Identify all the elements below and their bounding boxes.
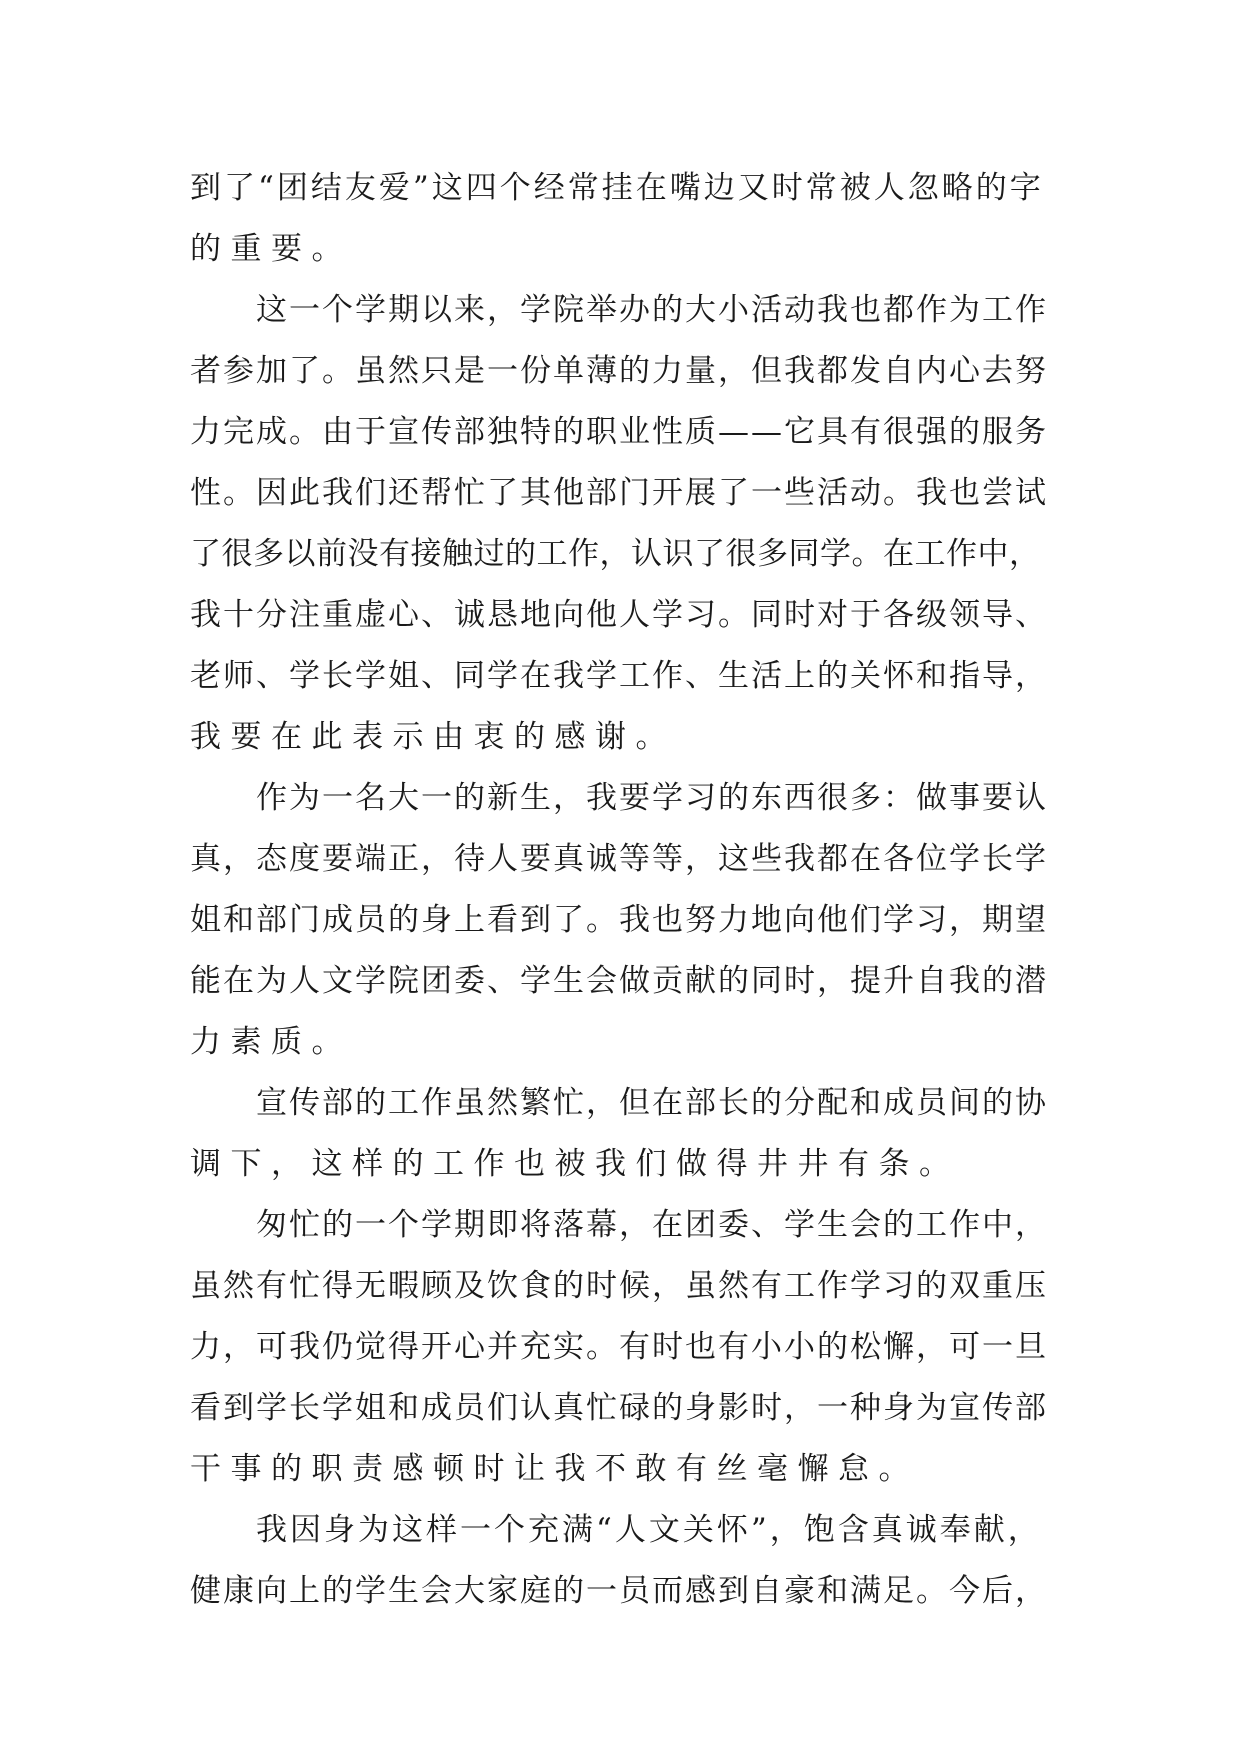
text-line: 性。因此我们还帮忙了其他部门开展了一些活动。我也尝试 — [190, 475, 1048, 511]
text-line: 者参加了。虽然只是一份单薄的力量，但我都发自内心去努 — [190, 353, 1048, 389]
text-line: 调下，这样的工作也被我们做得井井有条。 — [190, 1146, 960, 1182]
text-line: 看到学长学姐和成员们认真忙碌的身影时，一种身为宣传部 — [190, 1390, 1048, 1426]
text-line: 力完成。由于宣传部独特的职业性质——它具有很强的服务 — [190, 414, 1048, 450]
text-line: 健康向上的学生会大家庭的一员而感到自豪和满足。今后， — [190, 1573, 1048, 1609]
text-line: 能在为人文学院团委、学生会做贡献的同时，提升自我的潜 — [190, 963, 1048, 999]
text-line: 宣传部的工作虽然繁忙，但在部长的分配和成员间的协 — [256, 1085, 1048, 1121]
text-line: 力素质。 — [190, 1024, 352, 1060]
text-line: 我因身为这样一个充满“人文关怀”，饱含真诚奉献， — [256, 1512, 1042, 1548]
text-line: 干事的职责感顿时让我不敢有丝毫懈怠。 — [190, 1451, 919, 1487]
text-line: 虽然有忙得无暇顾及饮食的时候，虽然有工作学习的双重压 — [190, 1268, 1048, 1304]
text-line: 力，可我仍觉得开心并充实。有时也有小小的松懈，可一旦 — [190, 1329, 1048, 1365]
text-line: 真，态度要端正，待人要真诚等等，这些我都在各位学长学 — [190, 841, 1048, 877]
body-text — [190, 158, 1050, 1622]
text-line: 我十分注重虚心、诚恳地向他人学习。同时对于各级领导、 — [190, 597, 1048, 633]
text-line: 的重要。 — [190, 231, 352, 267]
text-line: 匆忙的一个学期即将落幕，在团委、学生会的工作中， — [256, 1207, 1048, 1243]
text-line: 这一个学期以来，学院举办的大小活动我也都作为工作 — [256, 292, 1048, 328]
text-line: 了很多以前没有接触过的工作，认识了很多同学。在工作中， — [190, 536, 1041, 572]
text-line: 我要在此表示由衷的感谢。 — [190, 719, 676, 755]
text-line: 到了“团结友爱”这四个经常挂在嘴边又时常被人忽略的字 — [190, 170, 1044, 206]
text-line: 姐和部门成员的身上看到了。我也努力地向他们学习，期望 — [190, 902, 1048, 938]
text-line: 作为一名大一的新生，我要学习的东西很多：做事要认 — [256, 780, 1048, 816]
text-line: 老师、学长学姐、同学在我学工作、生活上的关怀和指导， — [190, 658, 1048, 694]
